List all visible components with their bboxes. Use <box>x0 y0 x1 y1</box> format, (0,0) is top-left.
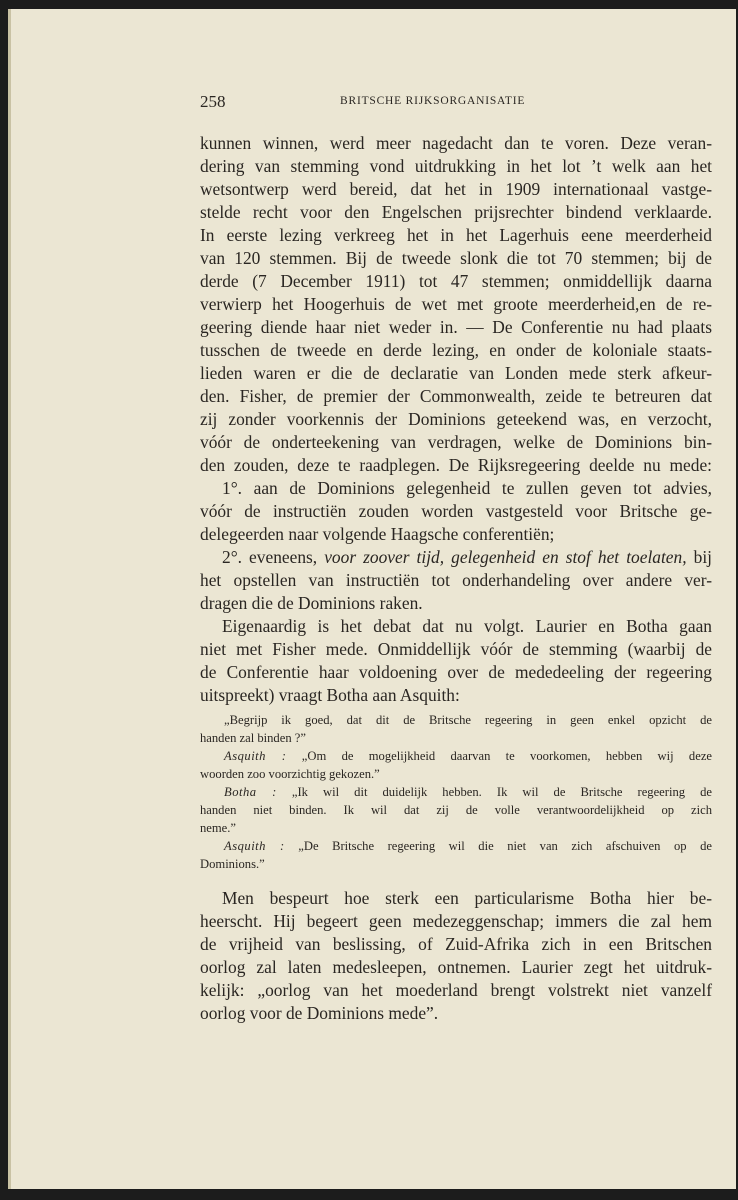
text-line: kunnen winnen, werd meer nagedacht dan te voren. Deze veran- <box>200 133 712 153</box>
text-line: de Conferentie haar voldoening over de mededeeling der regeering <box>200 662 712 682</box>
italic-phrase: voor zoover tijd, gelegenheid en stof het toelaten, <box>324 547 687 567</box>
speaker-name: Asquith : <box>224 749 287 763</box>
text-line: delegeerden naar volgende Haagsche conferentiën; <box>200 524 555 544</box>
text-line: wetsontwerp werd bereid, dat het in 1909 internationaal vastge- <box>200 179 712 199</box>
text-run: bij <box>686 547 712 567</box>
text-line: „Begrijp ik goed, dat dit de Britsche regeering in geen enkel opzicht de <box>224 713 712 727</box>
text-line <box>200 747 712 765</box>
text-line: den. Fisher, de premier der Commonwealth, zeide te betreuren dat <box>200 386 712 406</box>
text-line: Men bespeurt hoe sterk een particularisme Botha hier be- <box>222 888 712 908</box>
text-line: handen zal binden ?” <box>200 731 306 745</box>
running-head: BRITSCHE RIJKSORGANISATIE <box>340 95 526 107</box>
text-line: stelde recht voor den Engelschen prijsrechter bindend verklaarde. <box>200 202 712 222</box>
text-line: woorden zoo voorzichtig gekozen.” <box>200 767 380 781</box>
text-run: „Ik wil dit duidelijk hebben. Ik wil de Britsche regeering de <box>276 785 712 799</box>
text-line: de vrijheid van beslissing, of Zuid-Afrika zich in een Britschen <box>200 934 712 954</box>
text-line: heerscht. Hij begeert geen medezeggenschap; immers die zal hem <box>200 911 712 931</box>
text-line: zij zonder voorkennis der Dominions geteekend was, en verzocht, <box>200 409 712 429</box>
text-line: geering diende haar niet weder in. — De Conferentie nu had plaats <box>200 317 712 337</box>
text-line: niet met Fisher mede. Onmiddellijk vóór de stemming (waarbij de <box>200 639 712 659</box>
text-line: dering van stemming vond uitdrukking in het lot ’t welk aan het <box>200 156 712 176</box>
spacer <box>200 873 712 887</box>
text-line: derde (7 December 1911) tot 47 stemmen; onmiddellijk daarna <box>200 271 712 291</box>
text-line: Eigenaardig is het debat dat nu volgt. Laurier en Botha gaan <box>222 616 712 636</box>
text-line: het opstellen van instructiën tot onderhandeling over andere ver- <box>200 570 712 590</box>
text-line: 1°. aan de Dominions gelegenheid te zullen geven tot advies, <box>222 478 712 498</box>
text-line: dragen die de Dominions raken. <box>200 593 423 613</box>
text-line: oorlog zal laten medesleepen, ontnemen. Laurier zegt het uitdruk- <box>200 957 712 977</box>
text-line: kelijk: „oorlog van het moederland brengt volstrekt niet vanzelf <box>200 980 712 1000</box>
text-line: neme.” <box>200 821 237 835</box>
text-line: uitspreekt) vraagt Botha aan Asquith: <box>200 685 460 705</box>
page-header <box>200 92 720 116</box>
book-page <box>8 9 736 1189</box>
text-line <box>200 546 712 569</box>
dialogue-quote <box>200 711 712 873</box>
text-line: van 120 stemmen. Bij de tweede slonk die tot 70 stemmen; bij de <box>200 248 712 268</box>
body-text <box>200 132 712 1025</box>
list-item-1 <box>200 477 712 546</box>
page-number: 258 <box>200 92 226 111</box>
text-line <box>200 837 712 855</box>
text-line: In eerste lezing verkreeg het in het Lagerhuis eene meerderheid <box>200 225 712 245</box>
text-line: den zouden, deze te raadplegen. De Rijksregeering deelde nu mede: <box>200 455 712 475</box>
page-edge-shadow <box>8 9 11 1189</box>
text-run: „De Britsche regeering wil die niet van zich afschuiven op de <box>284 839 712 853</box>
text-line: vóór de instructiën zouden worden vastgesteld voor Britsche ge- <box>200 501 712 521</box>
speaker-name: Botha : <box>224 785 277 799</box>
text-line: lieden waren er die de declaratie van Londen mede sterk afkeur- <box>200 363 712 383</box>
text-line: handen niet binden. Ik wil dat zij de volle verantwoordelijkheid op zich <box>200 803 712 817</box>
paragraph-1 <box>200 132 712 477</box>
text-run: 2°. eveneens, <box>222 547 325 567</box>
text-run: „Om de mogelijkheid daarvan te voorkomen, hebben wij deze <box>286 749 712 763</box>
list-item-2 <box>200 546 712 615</box>
text-line <box>200 783 712 801</box>
paragraph-3 <box>200 887 712 1025</box>
text-line: verwierp het Hoogerhuis de wet met groote meerderheid,en de re- <box>200 294 712 314</box>
paragraph-2 <box>200 615 712 707</box>
text-line: vóór de onderteekening van verdragen, welke de Dominions bin- <box>200 432 712 452</box>
text-line: Dominions.” <box>200 857 265 871</box>
text-line: oorlog voor de Dominions mede”. <box>200 1003 439 1023</box>
text-line: tusschen de tweede en derde lezing, en onder de koloniale staats- <box>200 340 712 360</box>
speaker-name: Asquith : <box>224 839 285 853</box>
